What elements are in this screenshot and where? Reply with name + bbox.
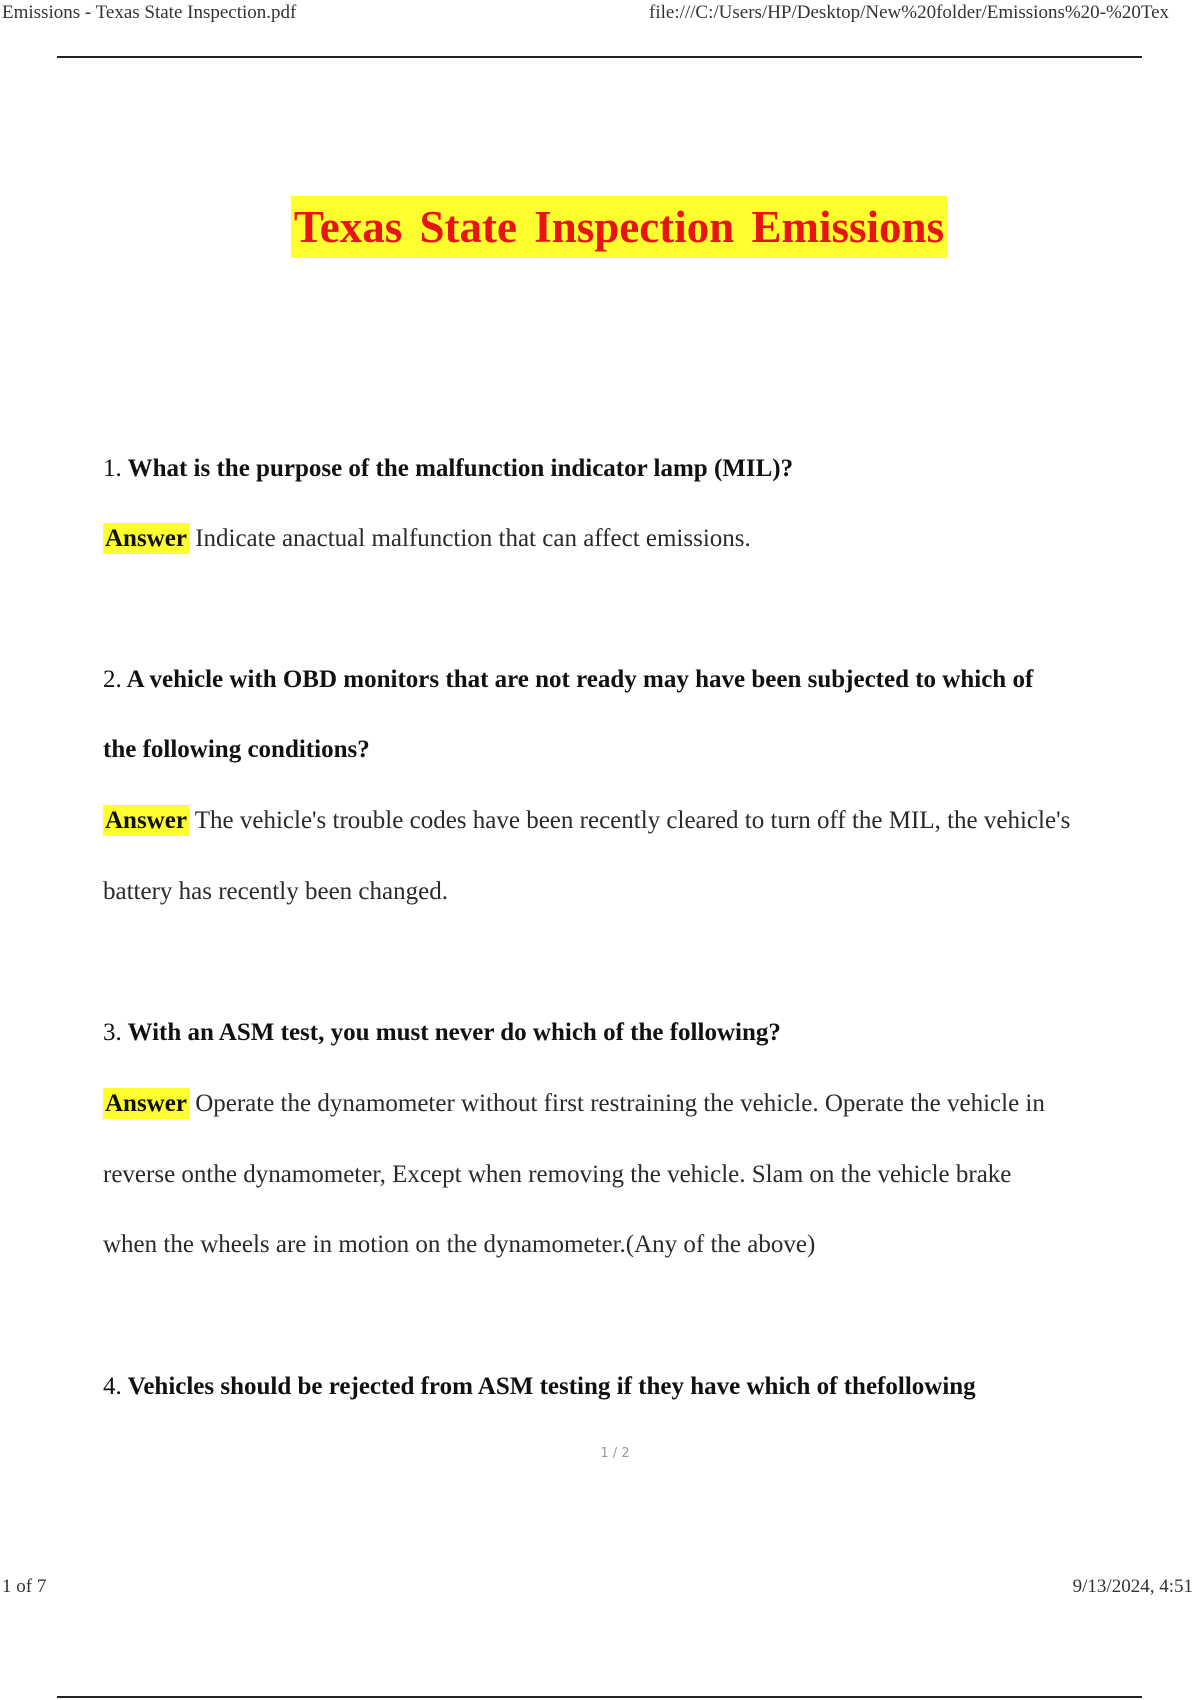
question-4 [103, 1370, 976, 1404]
answer-text: Indicate anactual malfunction that can affect emissions. [195, 525, 751, 552]
answer-2 [103, 804, 1070, 838]
answer-text: when the wheels are in motion on the dynamometer.(Any of the above) [103, 1231, 816, 1258]
page-title: Texas State Inspection Emissions [291, 196, 947, 258]
print-header-document-title: Emissions - Texas State Inspection.pdf [2, 2, 297, 23]
question-3 [103, 1016, 781, 1050]
question-2-continued [103, 733, 370, 767]
page-indicator: 1 / 2 [600, 1446, 630, 1461]
answer-1 [103, 522, 751, 556]
print-footer-page-count: 1 of 7 [2, 1576, 47, 1597]
answer-3-continued [103, 1158, 1011, 1192]
question-text: A vehicle with OBD monitors that are not ready may have been subjected to which of [126, 666, 1034, 693]
answer-3 [103, 1087, 1045, 1121]
answer-label: Answer [105, 1090, 187, 1117]
question-text: What is the purpose of the malfunction indicator lamp (MIL)? [127, 455, 794, 482]
answer-text: battery has recently been changed. [103, 878, 448, 905]
print-footer-timestamp: 9/13/2024, 4:51 [1072, 1576, 1193, 1597]
footer-divider [57, 1696, 1142, 1698]
answer-label: Answer [105, 525, 187, 552]
title-container [0, 196, 1200, 258]
question-number: 3. [103, 1019, 122, 1046]
question-1 [103, 452, 793, 486]
answer-2-continued [103, 875, 448, 909]
question-number: 2. [103, 666, 122, 693]
answer-text: reverse onthe dynamometer, Except when removing the vehicle. Slam on the vehicle brake [103, 1161, 1012, 1188]
answer-text: Operate the dynamometer without first restraining the vehicle. Operate the vehicle in [195, 1090, 1045, 1117]
print-header-file-url: file:///C:/Users/HP/Desktop/New%20folder/Emissions%20-%20Tex [649, 2, 1170, 23]
question-number: 1. [103, 455, 122, 482]
question-number: 4. [103, 1373, 122, 1400]
question-text: Vehicles should be rejected from ASM testing if they have which of thefollowing [127, 1373, 976, 1400]
answer-label: Answer [105, 807, 187, 834]
question-text: the following conditions? [103, 736, 370, 763]
header-divider [57, 56, 1142, 58]
question-text: With an ASM test, you must never do which of the following? [127, 1019, 781, 1046]
answer-3-continued [103, 1228, 815, 1262]
answer-text: The vehicle's trouble codes have been recently cleared to turn off the MIL, the vehicle's [194, 807, 1071, 834]
question-2 [103, 663, 1033, 697]
